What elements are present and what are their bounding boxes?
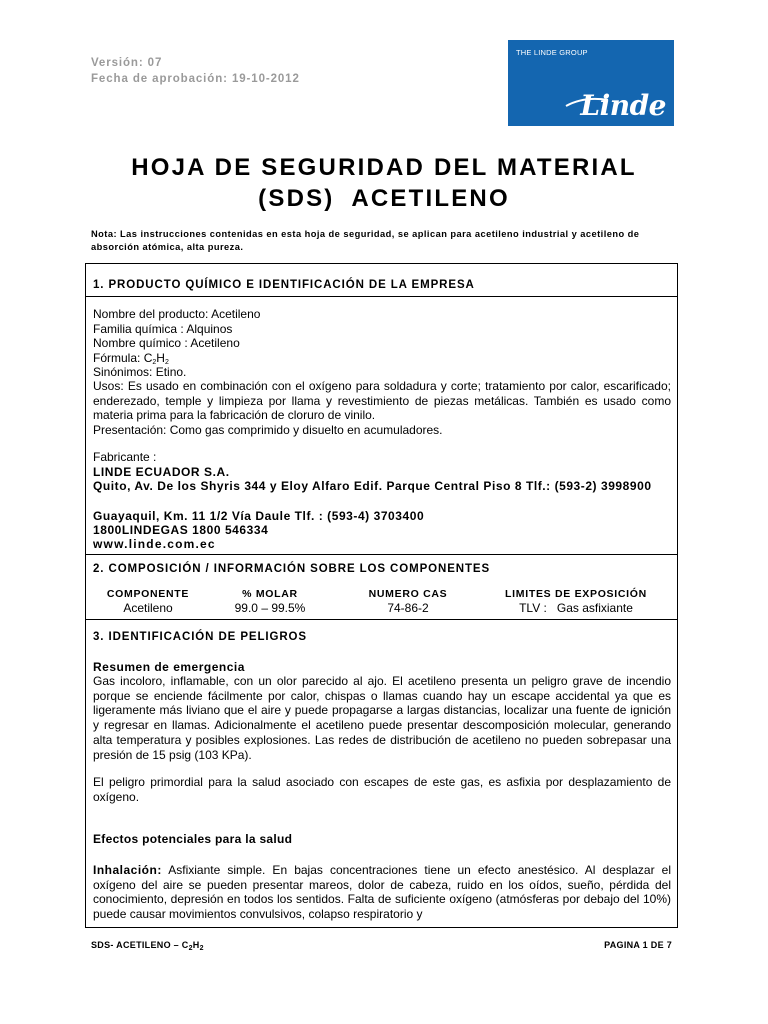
logo-wordmark: Linde [580, 89, 666, 122]
emergency-summary-text: Gas incoloro, inflamable, con un olor parecido al ajo. El acetileno presenta un peligro grave de incendio porque se enciende fácilmente por calor, chispas o llamas cuando hay un escape accidental ya que es ligeramente más liviano que el aire y puede propagarse a largas distancias, localizar una fuente de ignición y regresar en llamas. Adicionalmente el acetileno puede presentar descomposición molecular, generando alta temperatura y posibles explosiones. Las redes de distribución de acetileno no pueden sobrepasar una presión de 15 psig (103 KPa). [93, 674, 671, 762]
inhalation-label: Inhalación: [93, 863, 162, 877]
title-line-1: HOJA DE SEGURIDAD DEL MATERIAL [131, 154, 637, 181]
website-link[interactable]: www.linde.com.ec [93, 537, 216, 551]
linde-logo [508, 40, 674, 126]
formula-c-sub: 2 [152, 359, 157, 366]
formula-label: Fórmula: [93, 351, 144, 365]
section-2-top-rule [86, 554, 677, 555]
footer-sub-2: 2 [199, 945, 204, 952]
cell-cas: 74-86-2 [387, 601, 429, 615]
cell-exposure: TLV : Gas asfixiante [519, 601, 633, 615]
emergency-summary-title: Resumen de emergencia [93, 660, 245, 674]
formula-h: H [156, 351, 165, 365]
footer-document-name [91, 940, 204, 950]
chemical-name: Nombre químico : Acetileno [93, 336, 240, 350]
formula [93, 351, 671, 366]
sds-content-box [85, 263, 678, 928]
document-meta [91, 55, 300, 87]
formula-c: C [143, 351, 153, 365]
formula-h-sub: 2 [164, 359, 169, 366]
manufacturer-label: Fabricante : [93, 450, 157, 464]
guayaquil-address: Guayaquil, Km. 11 1/2 Vía Daule Tlf. : (593-4) 3703400 [93, 509, 425, 523]
phone-line: 1800LINDEGAS 1800 546334 [93, 523, 269, 537]
cell-component: Acetileno [123, 601, 173, 615]
product-name: Nombre del producto: Acetileno [93, 307, 261, 321]
col-header-component: COMPONENTE [106, 588, 190, 600]
section-2-title: 2. COMPOSICIÓN / INFORMACIÓN SOBRE LOS COMPONENTES [93, 563, 491, 575]
quito-address: Quito, Av. De los Shyris 344 y Eloy Alfaro Edif. Parque Central Piso 8 Tlf.: (593-2) 3998900 [93, 479, 652, 493]
footer-prefix: SDS- ACETILENO – C [91, 940, 189, 950]
version-text: Versión: 07 [91, 57, 163, 69]
cell-molar: 99.0 – 99.5% [234, 601, 306, 615]
company-name: LINDE ECUADOR S.A. [93, 465, 230, 479]
section-1-rule [86, 296, 677, 297]
chemical-family: Familia química : Alquinos [93, 322, 233, 336]
inhalation-body: Asfixiante simple. En bajas concentraciones tiene un efecto anestésico. Al desplazar el oxígeno del aire se pueden presentar mareos, dolor de cabeza, ruido en los oídos, sueño, pérdida del conocimiento, depresión en todos los sentidos. Falta de suficiente oxígeno (atmósferas por debajo del 10%) puede causar movimientos convulsivos, colapso respiratorio y [93, 863, 671, 922]
health-effects-title: Efectos potenciales para la salud [93, 832, 293, 846]
uses: Usos: Es usado en combinación con el oxígeno para soldadura y corte; tratamiento por calor, escarificado; enderezado, temple y limpieza por llama y revestimiento de piezas metálicas. También es usado como materia prima para la fabricación de cloruro de vinilo. [93, 379, 671, 423]
approval-date-text: Fecha de aprobación: 19-10-2012 [91, 73, 300, 85]
section-3-top-rule [86, 619, 677, 620]
logo-group-text: THE LINDE GROUP [516, 48, 588, 57]
inhalation-text [93, 863, 671, 922]
footer-h: H [192, 940, 200, 950]
col-header-cas: NUMERO CAS [368, 588, 448, 600]
col-header-exposure: LIMITES DE EXPOSICIÓN [505, 588, 647, 600]
footer-page-number: PAGINA 1 DE 7 [604, 940, 672, 950]
synonyms: Sinónimos: Etino. [93, 365, 187, 379]
footer-sub-1: 2 [188, 945, 193, 952]
section-3-title: 3. IDENTIFICACIÓN DE PELIGROS [93, 631, 307, 643]
presentation: Presentación: Como gas comprimido y disuelto en acumuladores. [93, 423, 443, 437]
page-title [0, 152, 768, 214]
title-line-2: (SDS) ACETILENO [258, 185, 510, 212]
primary-hazard-text: El peligro primordial para la salud asociado con escapes de este gas, es asfixia por desplazamiento de oxígeno. [93, 775, 671, 804]
section-1-title: 1. PRODUCTO QUÍMICO E IDENTIFICACIÓN DE LA EMPRESA [93, 279, 475, 291]
col-header-molar: % MOLAR [242, 588, 298, 600]
nota-text: Nota: Las instrucciones contenidas en esta hoja de seguridad, se aplican para acetileno industrial y acetileno de absorción atómica, alta pureza. [91, 229, 640, 252]
